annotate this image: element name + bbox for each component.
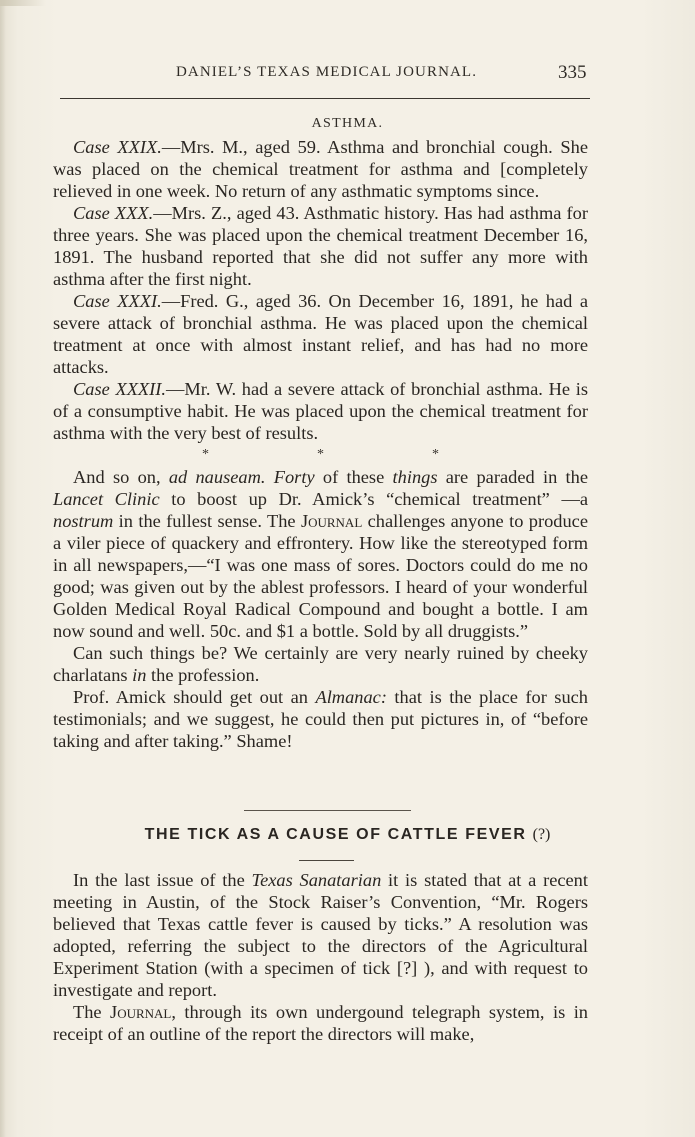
italic-run: things: [392, 467, 438, 487]
text-run: are paraded in the: [437, 467, 588, 487]
commentary-paragraph: [53, 466, 588, 642]
case-text: —Mrs. M., aged 59. Asthma and bronchial cough. She was placed on the chemical treatment for asthma and [completely relieved in one week. No return of any asthmatic symptoms since.: [53, 137, 588, 201]
page-corner-mark: [0, 0, 46, 6]
text-run: in the fullest sense. The: [113, 511, 301, 531]
case-label: Case XXXII.: [73, 379, 167, 399]
text-run: the profession.: [146, 665, 260, 685]
section-divider: [244, 810, 411, 811]
running-head: DANIEL’S TEXAS MEDICAL JOURNAL.: [176, 64, 478, 80]
italic-run: in: [132, 665, 147, 685]
page-number: 335: [558, 62, 587, 83]
text-run: it is stated that at a recent meeting in Austin, of the Stock Raiser’s Convention, “Mr. Rogers believed that Texas cattle fever is caused by ticks.” A resolution was adopted, referring the subject to the directors of the Agricultural Experiment Station (with a specimen of tick [?] ), and with request to investigate and report.: [53, 870, 588, 1000]
article-title-text: THE TICK AS A CAUSE OF CATTLE FEVER: [144, 826, 527, 843]
journal-smallcaps: Journal: [300, 511, 363, 531]
asterisk: *: [317, 447, 324, 462]
asterisk-separator: [53, 444, 588, 466]
text-run: of these: [314, 467, 393, 487]
italic-run: Texas Sanatarian: [251, 870, 382, 890]
case-text: —Mrs. Z., aged 43. Asthmatic history. Has had asthma for three years. She was placed upon the chemical treatment December 16, 1891. The husband reported that she did not suffer any more with asthma after the first night.: [53, 203, 589, 289]
italic-run: Forty: [273, 467, 315, 487]
italic-run: Lancet Clinic: [53, 489, 160, 509]
case-label: Case XXXI.: [73, 291, 162, 311]
text-run: to boost up Dr. Amick’s “chemical treatment” —a: [159, 489, 589, 509]
text-run: that is the place for such testimonials; and we suggest, he could then put pictures in, of “before taking and after taking.” Shame!: [53, 687, 588, 751]
case-label: Case XXIX.: [73, 137, 162, 157]
text-run: [265, 467, 273, 487]
text-run: In the last issue of the: [73, 870, 252, 890]
case-text: —Fred. G., aged 36. On December 16, 1891, he had a severe attack of bronchial asthma. He was placed upon the chemical treatment at once with almost instant relief, and has had no more attacks.: [53, 291, 588, 377]
case-paragraph: [53, 290, 588, 378]
section-title: ASTHMA.: [311, 116, 384, 131]
tick-article-body: [53, 869, 588, 1045]
article-title: [0, 826, 695, 844]
commentary-paragraph: [53, 686, 588, 752]
case-paragraph: [53, 202, 588, 290]
italic-run: Almanac:: [315, 687, 387, 707]
article-paragraph: [53, 869, 588, 1001]
asterisk: *: [202, 447, 209, 462]
title-underline: [299, 860, 354, 861]
case-paragraph: [53, 136, 588, 202]
case-label: Case XXX.: [73, 203, 154, 223]
text-run: Can such things be? We certainly are very nearly ruined by cheeky charlatans: [53, 643, 588, 685]
article-title-suffix: (?): [532, 826, 551, 843]
journal-smallcaps: Journal: [110, 1002, 172, 1022]
header-rule: [60, 98, 590, 99]
asterisk: *: [432, 447, 439, 462]
case-text: —Mr. W. had a severe attack of bronchial asthma. He is of a consumptive habit. He was placed upon the chemical treatment for asthma with the very best of results.: [53, 379, 588, 443]
commentary-paragraph: [53, 642, 588, 686]
italic-run: nostrum: [53, 511, 114, 531]
italic-run: ad nauseam.: [168, 467, 266, 487]
article-paragraph: [53, 1001, 588, 1045]
text-run: Prof. Amick should get out an: [73, 687, 316, 707]
text-run: And so on,: [73, 467, 169, 487]
asthma-section-body: [53, 136, 588, 752]
text-run: The: [73, 1002, 111, 1022]
case-paragraph: [53, 378, 588, 444]
page-gutter-shadow: [0, 0, 6, 1137]
text-run: challenges anyone to produce a viler piece of quackery and effrontery. How like the stereotyped form in all newspapers,—“I was one mass of sores. Doctors could do me no good; was given out by the ablest professors. I heard of your wonderful Golden Medical Royal Radical Compound and bought a bottle. I am now sound and well. 50c. and $1 a bottle. Sold by all druggists.”: [53, 511, 588, 641]
text-run: , through its own undergound telegraph system, is in receipt of an outline of the report the directors will make,: [53, 1002, 588, 1044]
